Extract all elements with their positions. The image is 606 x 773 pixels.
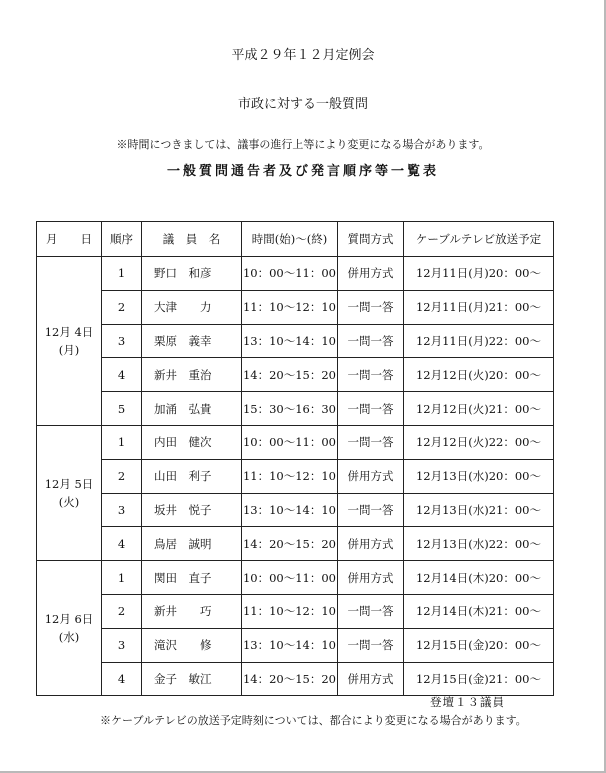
method-cell: 一問一答 [338,290,404,324]
cable-tv-cell: 12月11日(月)20：00～ [404,257,554,291]
schedule-body [37,257,554,696]
cable-tv-cell: 12月12日(火)21：00～ [404,392,554,426]
member-name-cell: 加涌 弘貴 [142,392,242,426]
order-cell: 4 [102,662,142,696]
date-label: 12月 4日 [44,324,94,339]
weekday-label: (火) [58,495,80,510]
cable-tv-cell: 12月11日(月)21：00～ [404,290,554,324]
cable-tv-cell: 12月11日(月)22：00～ [404,324,554,358]
header-date: 月 日 [37,222,102,257]
table-row [37,628,554,662]
table-row [37,493,554,527]
member-name-cell: 野口 和彦 [142,257,242,291]
table-row [37,324,554,358]
order-cell: 3 [102,324,142,358]
date-cell [37,425,102,560]
time-cell: 11：10～12：10 [242,594,338,628]
list-title: 一般質問通告者及び発言順序等一覧表 [166,164,439,179]
method-cell: 併用方式 [338,662,404,696]
method-cell: 併用方式 [338,527,404,561]
method-cell: 一問一答 [338,425,404,459]
table-row [37,459,554,493]
order-cell: 3 [102,493,142,527]
header-row [37,222,554,257]
method-cell: 一問一答 [338,594,404,628]
member-name-cell: 新井 巧 [142,594,242,628]
table-row [37,561,554,595]
method-cell: 一問一答 [338,324,404,358]
table-row [37,527,554,561]
order-cell: 1 [102,425,142,459]
header-order: 順序 [102,222,142,257]
cable-tv-cell: 12月13日(水)22：00～ [404,527,554,561]
cable-tv-note: ※ケーブルテレビの放送予定時刻については、都合により変更になる場合があります。 [100,714,527,727]
member-name-cell: 金子 敏江 [142,662,242,696]
time-cell: 15：30～16：30 [242,392,338,426]
time-cell: 11：10～12：10 [242,459,338,493]
total-speakers: 登壇１３議員 [430,695,505,709]
member-name-cell: 栗原 義幸 [142,324,242,358]
time-cell: 10：00～11：00 [242,561,338,595]
order-cell: 5 [102,392,142,426]
schedule-table [36,221,554,696]
member-name-cell: 大津 力 [142,290,242,324]
method-cell: 併用方式 [338,561,404,595]
time-cell: 10：00～11：00 [242,425,338,459]
table-row [37,425,554,459]
date-cell [37,257,102,426]
header-member-name: 議 員 名 [142,222,242,257]
member-name-cell: 山田 利子 [142,459,242,493]
time-cell: 14：20～15：20 [242,527,338,561]
order-cell: 3 [102,628,142,662]
order-cell: 2 [102,290,142,324]
order-cell: 4 [102,358,142,392]
time-cell: 13：10～14：10 [242,324,338,358]
table-row [37,662,554,696]
cable-tv-cell: 12月15日(金)21：00～ [404,662,554,696]
table-row [37,257,554,291]
time-change-note: ※時間につきましては、議事の進行上等により変更になる場合があります。 [116,138,490,151]
member-name-cell: 新井 重治 [142,358,242,392]
time-cell: 10：00～11：00 [242,257,338,291]
weekday-label: (月) [58,342,80,357]
cable-tv-cell: 12月14日(木)20：00～ [404,561,554,595]
member-name-cell: 鳥居 誠明 [142,527,242,561]
time-cell: 14：20～15：20 [242,358,338,392]
table-row [37,392,554,426]
member-name-cell: 内田 健次 [142,425,242,459]
method-cell: 一問一答 [338,358,404,392]
order-cell: 2 [102,459,142,493]
time-cell: 14：20～15：20 [242,662,338,696]
order-cell: 1 [102,561,142,595]
date-cell [37,561,102,696]
time-cell: 13：10～14：10 [242,628,338,662]
cable-tv-cell: 12月13日(水)21：00～ [404,493,554,527]
method-cell: 一問一答 [338,493,404,527]
method-cell: 一問一答 [338,392,404,426]
member-name-cell: 坂井 悦子 [142,493,242,527]
header-time: 時間(始)～(終) [242,222,338,257]
header-cable-tv: ケーブルテレビ放送予定 [404,222,554,257]
date-label: 12月 6日 [44,612,94,627]
method-cell: 一問一答 [338,628,404,662]
table-row [37,594,554,628]
time-cell: 11：10～12：10 [242,290,338,324]
table-row [37,290,554,324]
member-name-cell: 滝沢 修 [142,628,242,662]
time-cell: 13：10～14：10 [242,493,338,527]
order-cell: 1 [102,257,142,291]
cable-tv-cell: 12月15日(金)20：00～ [404,628,554,662]
method-cell: 併用方式 [338,257,404,291]
document-subtitle: 市政に対する一般質問 [237,97,368,112]
method-cell: 併用方式 [338,459,404,493]
header-method: 質問方式 [338,222,404,257]
cable-tv-cell: 12月13日(水)20：00～ [404,459,554,493]
order-cell: 2 [102,594,142,628]
date-label: 12月 5日 [44,477,94,492]
order-cell: 4 [102,527,142,561]
weekday-label: (水) [58,630,80,645]
member-name-cell: 関田 直子 [142,561,242,595]
cable-tv-cell: 12月12日(火)22：00～ [404,425,554,459]
cable-tv-cell: 12月14日(木)21：00～ [404,594,554,628]
cable-tv-cell: 12月12日(火)20：00～ [404,358,554,392]
table-row [37,358,554,392]
session-title: 平成２９年１２月定例会 [231,48,375,63]
